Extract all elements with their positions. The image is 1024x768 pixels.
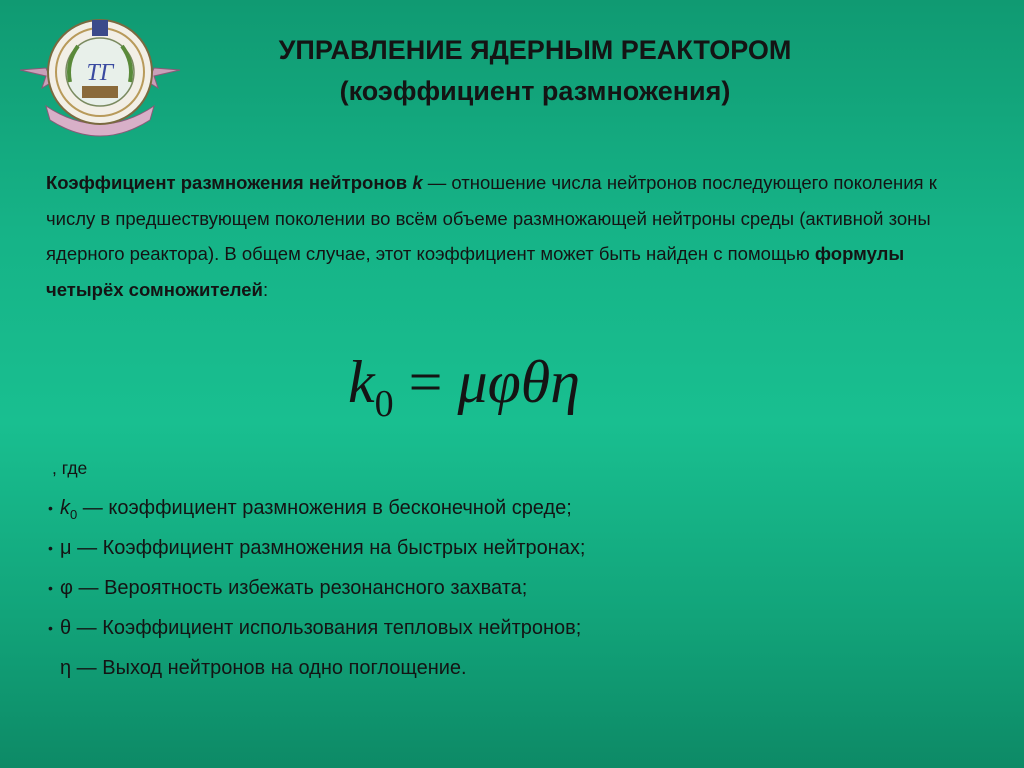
bullet-icon: • [48, 580, 53, 596]
definition-paragraph [46, 165, 946, 307]
list-item [48, 608, 948, 648]
formula-lhs-sub: 0 [374, 383, 394, 425]
definition-term: Коэффициент размножения нейтронов k [46, 172, 423, 193]
slide-title [190, 30, 880, 112]
item-symbol-sub: 0 [70, 507, 78, 522]
formula-rhs: μφθη [457, 349, 581, 415]
item-text: — Коэффициент использования тепловых нейтронов; [71, 617, 582, 639]
bullet-icon: • [48, 500, 53, 516]
term-symbol: k [412, 172, 423, 193]
definition-body: — отношение числа нейтронов последующего поколения к числу в предшествующем поколении во всём объеме размножающей нейтроны среды (активной зоны ядерного реактора). В общем случае, этот коэффициент может быть найден с помощью [46, 172, 937, 264]
four-factor-formula [348, 348, 678, 430]
list-item [48, 648, 948, 688]
bullet-icon: • [48, 620, 53, 636]
where-label: , где [52, 458, 88, 478]
item-symbol: η [60, 657, 72, 679]
factor-list [48, 488, 948, 688]
list-item [48, 488, 948, 528]
item-text: — Коэффициент размножения на быстрых нейтронах; [71, 537, 586, 559]
item-text: — Выход нейтронов на одно поглощение. [71, 657, 467, 679]
university-emblem-icon [16, 12, 184, 142]
list-item [48, 528, 948, 568]
item-symbol: θ [60, 617, 72, 639]
bullet-icon: • [48, 540, 53, 556]
title-line-1: УПРАВЛЕНИЕ ЯДЕРНЫМ РЕАКТОРОМ [278, 35, 792, 65]
emblem-monogram: ТГ [86, 60, 114, 86]
item-text: — коэффициент размножения в бесконечной среде; [77, 497, 572, 519]
item-text: — Вероятность избежать резонансного захвата; [72, 577, 528, 599]
title-line-2: (коэффициент размножения) [339, 76, 731, 106]
item-symbol: φ [60, 577, 73, 599]
list-item [48, 568, 948, 608]
item-symbol: μ [60, 537, 72, 559]
formula-equals: = [408, 349, 443, 415]
definition-emphasis: формулы четырёх сомножителей [46, 243, 905, 300]
item-symbol: k [60, 497, 70, 519]
definition-tail: : [262, 278, 269, 300]
formula-lhs-var: k [348, 349, 375, 415]
